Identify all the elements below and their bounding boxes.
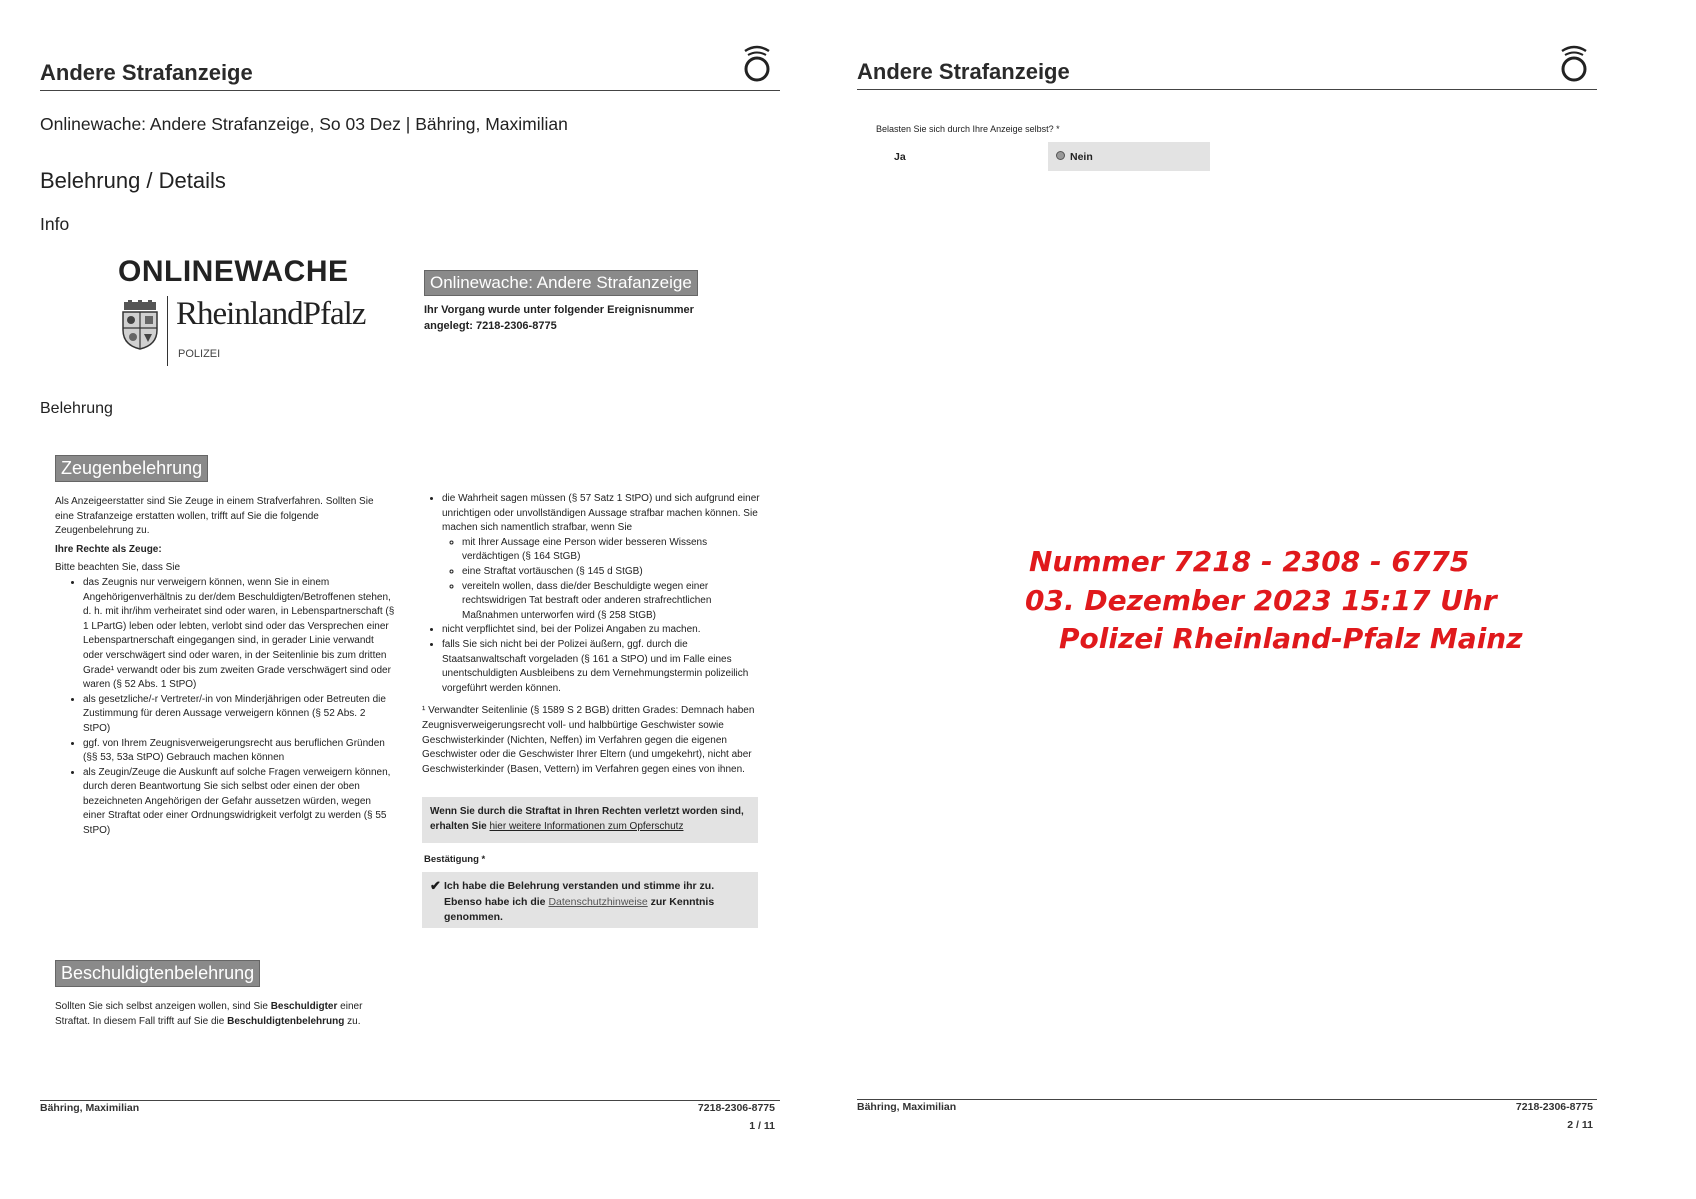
- section-title: Belehrung / Details: [40, 168, 226, 193]
- footer-number: 7218-2306-8775: [697, 1102, 775, 1114]
- brand-divider: [167, 296, 168, 366]
- header-divider: [40, 90, 780, 91]
- duties-list: [422, 492, 760, 696]
- confirmation-text: [444, 879, 749, 926]
- footer-name: Bähring, Maximilian: [857, 1101, 957, 1113]
- opferschutz-text: [430, 805, 750, 834]
- sub-duties-list: [442, 536, 760, 624]
- datenschutz-link[interactable]: Datenschutzhinweise: [548, 895, 648, 908]
- opferschutz-lead: Wenn Sie durch die Straftat in Ihren Rechten verletzt worden sind, erhalten Sie: [430, 806, 744, 832]
- document-page-2: [848, 0, 1696, 1199]
- footnote: ¹ Verwandter Seitenlinie (§ 1589 S 2 BGB) dritten Grades: Demnach haben Zeugnisverweigerungsrecht voll- und halbbürtige Geschwister sowie Geschwisterkinder (Nichten, Neffen) im Verfahren gegen die eigenen Geschwister oder die Geschwister Ihrer Eltern (und umgekehrt), nicht aber Geschwisterkinder (Basen, Vettern) im Verfahren gegen eines von ihnen.: [422, 705, 755, 775]
- option-nein-label: Nein: [1070, 151, 1093, 163]
- beschuldigten-text-c: einer Straftat. In diesem Fall trifft auf Sie die: [55, 1001, 363, 1027]
- page-header-title: Andere Strafanzeige: [857, 59, 1070, 84]
- list-item: ◦ eine Straftat vortäuschen (§ 145 d StGB): [462, 565, 760, 580]
- police-logo-icon: [741, 44, 773, 82]
- footer-number: 7218-2306-8775: [1515, 1101, 1593, 1113]
- footer-divider: [40, 1100, 780, 1101]
- list-item: ◦ mit Ihrer Aussage eine Person wider besseren Wissens verdächtigen (§ 164 StGB): [462, 536, 760, 565]
- coat-of-arms-icon: [120, 300, 160, 350]
- list-item: [442, 492, 760, 623]
- polizei-label: POLIZEI: [178, 348, 221, 360]
- self-incrimination-question: Belasten Sie sich durch Ihre Anzeige selbst? *: [876, 124, 1060, 134]
- stamp-line-3: Polizei Rheinland-Pfalz Mainz: [1059, 622, 1523, 655]
- opferschutz-box: [422, 797, 758, 843]
- report-subtitle: Onlinewache: Andere Strafanzeige, So 03 Dez | Bähring, Maximilian: [40, 114, 568, 134]
- duty-text: die Wahrheit sagen müssen (§ 57 Satz 1 StPO) und sich aufgrund einer unrichtigen oder unvollständigen Aussage strafbar machen können. Sie machen sich namentlich strafbar, wenn Sie: [442, 493, 760, 534]
- option-nein[interactable]: [1048, 142, 1210, 171]
- bestaetigung-label: Bestätigung *: [424, 854, 486, 865]
- zeugenbelehrung-title: Zeugenbelehrung: [55, 455, 208, 482]
- list-item: • ggf. von Ihrem Zeugnisverweigerungsrecht aus beruflichen Gründen (§§ 53, 53a StPO) Gebrauch machen können: [83, 737, 395, 766]
- header-divider: [857, 89, 1597, 90]
- confirmation-lead: Ich habe die Belehrung verstanden und stimme ihr zu. Ebenso habe ich die: [444, 880, 715, 908]
- vorgang-title: Onlinewache: Andere Strafanzeige: [424, 270, 698, 296]
- page-number: 2 / 11: [1567, 1119, 1593, 1131]
- please-note: Bitte beachten Sie, dass Sie: [55, 562, 181, 574]
- stamp-line-1: Nummer 7218 - 2308 - 6775: [1029, 545, 1470, 578]
- belehrung-label: Belehrung: [40, 400, 113, 417]
- radio-selected-icon[interactable]: [1056, 151, 1065, 160]
- police-logo-icon: [1558, 44, 1590, 82]
- list-item: • als Zeugin/Zeuge die Auskunft auf solche Fragen verweigern können, durch deren Beantwortung Sie sich selbst oder einen der oben bezeichneten Angehörigen der Gefahr aussetzen würden, wegen einer Straftat oder einer Ordnungswidrigkeit verfolgt zu werden (§ 55 StPO): [83, 766, 395, 839]
- beschuldigten-text-e: zu.: [347, 1015, 361, 1027]
- list-item: • als gesetzliche/-r Vertreter/-in von Minderjährigen oder Betreuten die Zustimmung für deren Aussage verweigern können (§ 52 Abs. 2 StPO): [83, 693, 395, 737]
- list-item: ◦ vereiteln wollen, dass die/der Beschuldigte wegen einer rechtswidrigen Tat bestraft oder anderen strafrechtlichen Maßnahmen unterworfen wird (§ 258 StGB): [462, 580, 760, 624]
- zeugen-left-column: [55, 495, 395, 839]
- beschuldigten-text-a: Sollten Sie sich selbst anzeigen wollen, sind Sie: [55, 1001, 268, 1012]
- rlp-wordmark: RheinlandPfalz: [176, 296, 366, 332]
- zeugen-intro: Als Anzeigeerstatter sind Sie Zeuge in einem Strafverfahren. Sollten Sie eine Strafanzeige erstatten wollen, trifft auf Sie die folgende Zeugenbelehrung zu.: [55, 496, 374, 537]
- beschuldigten-text-d: Beschuldigtenbelehrung: [227, 1015, 345, 1027]
- zeugen-right-column: [422, 492, 760, 777]
- option-ja[interactable]: Ja: [894, 151, 906, 163]
- confirmation-box[interactable]: [422, 872, 758, 928]
- page-header-title: Andere Strafanzeige: [40, 60, 253, 85]
- stamp-line-2: 03. Dezember 2023 15:17 Uhr: [1025, 584, 1497, 617]
- footer-name: Bähring, Maximilian: [40, 1102, 140, 1114]
- beschuldigten-text-b: Beschuldigter: [270, 1001, 338, 1012]
- opferschutz-link[interactable]: hier weitere Informationen zum Opferschutz: [489, 820, 684, 832]
- list-item: • das Zeugnis nur verweigern können, wenn Sie in einem Angehörigenverhältnis zu der/dem Beschuldigten/Betroffenen stehen, d. h. mit ihr/ihm verheiratet sind oder waren, in Lebenspartnerschaft (§ 1 LPartG) leben oder lebten, verlobt sind oder das Versprechen einer Lebenspartnerschaft eingegangen sind, in gerader Linie verwandt oder verschwägert sind oder waren, in der Seitenlinie bis zum dritten Grade¹ verwandt oder bis zum zweiten Grade verschwägert sind oder waren (§ 52 Abs. 1 StPO): [83, 576, 395, 693]
- vorgang-text: Ihr Vorgang wurde unter folgender Ereignisnummer angelegt: 7218-2306-8775: [424, 304, 694, 332]
- onlinewache-brand: ONLINEWACHE: [118, 255, 349, 288]
- beschuldigtenbelehrung-title: Beschuldigtenbelehrung: [55, 960, 260, 987]
- page-number: 1 / 11: [749, 1120, 775, 1132]
- list-item: • nicht verpflichtet sind, bei der Polizei Angaben zu machen.: [442, 623, 760, 638]
- rights-heading: Ihre Rechte als Zeuge:: [55, 543, 162, 555]
- list-item: • falls Sie sich nicht bei der Polizei äußern, ggf. durch die Staatsanwaltschaft vorgeladen (§ 161 a StPO) und im Falle eines unentschuldigten Ausbleibens zu dem Vernehmungstermin polizeilich vorgeführt werden können.: [442, 638, 760, 696]
- info-label: Info: [40, 214, 70, 234]
- footer-divider: [857, 1099, 1597, 1100]
- beschuldigten-text: [55, 1000, 385, 1029]
- rights-list: [55, 576, 395, 839]
- checkmark-icon[interactable]: ✔: [430, 878, 441, 893]
- confirmation-tail: zur Kenntnis genommen.: [444, 895, 715, 923]
